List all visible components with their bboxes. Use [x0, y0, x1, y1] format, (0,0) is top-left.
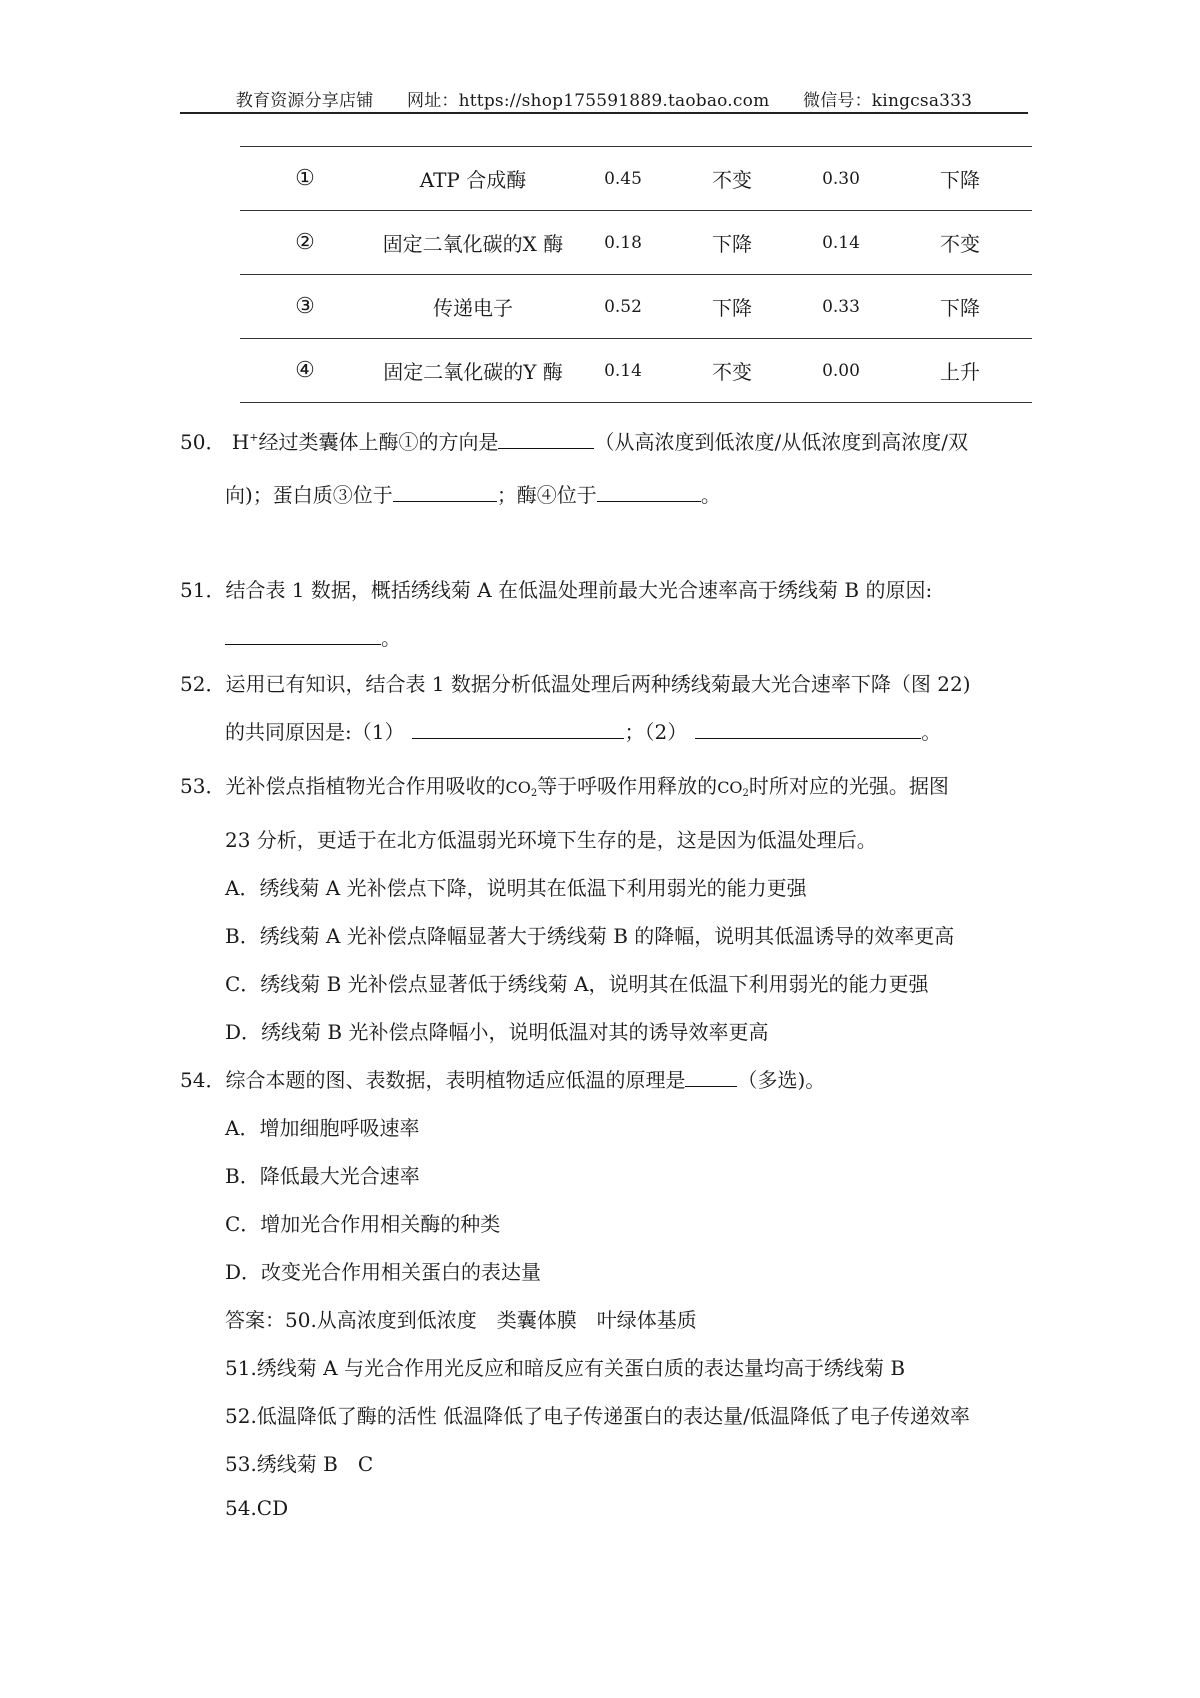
answer-blank[interactable]: [695, 718, 921, 739]
co2-formula: CO: [717, 778, 743, 797]
protein-name: ATP 合成酶: [370, 147, 576, 211]
option-b[interactable]: B．绣线菊 A 光补偿点降幅显著大于绣线菊 B 的降幅，说明其低温诱导的效率更高: [225, 924, 955, 948]
value-a: 0.18: [576, 211, 670, 275]
h-ion-charge: +: [249, 431, 259, 444]
answer-blank[interactable]: [685, 1066, 737, 1087]
answer-blank[interactable]: [393, 481, 497, 502]
question-51-line-1: [180, 574, 932, 603]
question-text: 综合本题的图、表数据，表明植物适应低温的原理是: [225, 1068, 686, 1092]
answer-50: 答案：50.从高浓度到低浓度 类囊体膜 叶绿体基质: [225, 1308, 697, 1332]
co2-subscript: 2: [742, 788, 749, 799]
question-text: 。: [700, 483, 721, 507]
answer-52: 52.低温降低了酶的活性 低温降低了电子传递蛋白的表达量/低温降低了电子传递效率: [225, 1404, 970, 1428]
question-text: 时所对应的光强。据图: [748, 774, 949, 798]
question-number: 51．: [180, 578, 226, 602]
question-number: 52．: [180, 672, 226, 696]
enzyme-table: [240, 146, 1032, 403]
answer-blank[interactable]: [412, 718, 624, 739]
row-number: ④: [240, 339, 370, 403]
answer-blank[interactable]: [498, 428, 594, 449]
trend-b: 下降: [888, 275, 1032, 339]
protein-name: 固定二氧化碳的Y 酶: [370, 339, 576, 403]
question-text: 23 分析，更适于在北方低温弱光环境下生存的是，这是因为低温处理后。: [225, 828, 877, 852]
question-text: 光补偿点指植物光合作用吸收的: [225, 774, 506, 798]
co2-formula: CO: [505, 778, 531, 797]
question-number: 53．: [180, 774, 226, 798]
table-row: [240, 275, 1032, 339]
option-a[interactable]: A．增加细胞呼吸速率: [225, 1116, 420, 1140]
question-text: 结合表 1 数据，概括绣线菊 A 在低温处理前最大光合速率高于绣线菊 B 的原因:: [225, 578, 933, 602]
value-b: 0.30: [794, 147, 888, 211]
question-51-line-2: [225, 622, 401, 651]
question-53-line-2: [225, 824, 877, 853]
protein-name: 传递电子: [370, 275, 576, 339]
row-number: ①: [240, 147, 370, 211]
question-52-line-1: [180, 668, 971, 697]
value-a: 0.52: [576, 275, 670, 339]
value-b: 0.33: [794, 275, 888, 339]
trend-a: 不变: [670, 339, 794, 403]
header-wechat: 微信号：kingcsa333: [803, 91, 973, 111]
value-b: 0.00: [794, 339, 888, 403]
protein-name: 固定二氧化碳的X 酶: [370, 211, 576, 275]
option-c[interactable]: C．绣线菊 B 光补偿点显著低于绣线菊 A，说明其在低温下利用弱光的能力更强: [225, 972, 929, 996]
question-text: 的共同原因是:（1）: [225, 720, 405, 744]
trend-b: 下降: [888, 147, 1032, 211]
question-text: 。: [921, 720, 942, 744]
header-shop: 教育资源分享店铺: [235, 91, 374, 111]
answer-blank[interactable]: [597, 481, 701, 502]
co2-subscript: 2: [530, 788, 538, 799]
question-text: 运用已有知识，结合表 1 数据分析低温处理后两种绣线菊最大光合速率下降（图 22): [225, 672, 971, 696]
question-text: ；酶④位于: [496, 483, 597, 507]
question-54-line-1: [180, 1064, 825, 1093]
option-b[interactable]: B．降低最大光合速率: [225, 1164, 420, 1188]
question-number: 50．: [180, 430, 226, 454]
question-number: 54．: [180, 1068, 226, 1092]
answer-53: 53.绣线菊 B C: [225, 1452, 374, 1476]
question-text: 。: [381, 626, 401, 650]
trend-a: 下降: [670, 275, 794, 339]
option-d[interactable]: D．改变光合作用相关蛋白的表达量: [225, 1260, 542, 1284]
trend-b: 上升: [888, 339, 1032, 403]
value-a: 0.14: [576, 339, 670, 403]
option-a[interactable]: A．绣线菊 A 光补偿点下降，说明其在低温下利用弱光的能力更强: [225, 876, 807, 900]
option-d[interactable]: D．绣线菊 B 光补偿点降幅小，说明低温对其的诱导效率更高: [225, 1020, 769, 1044]
trend-a: 不变: [670, 147, 794, 211]
trend-a: 下降: [670, 211, 794, 275]
row-number: ③: [240, 275, 370, 339]
h-ion: H: [231, 430, 250, 454]
question-53-line-1: [180, 770, 949, 799]
question-50-line-1: [180, 426, 968, 455]
question-text: 经过类囊体上酶①的方向是: [258, 430, 499, 454]
question-text: 等于呼吸作用释放的: [537, 774, 718, 798]
table-row: [240, 211, 1032, 275]
table-row: [240, 147, 1032, 211]
value-a: 0.45: [576, 147, 670, 211]
question-text: （从高浓度到低浓度/从低浓度到高浓度/双: [594, 430, 968, 454]
option-c[interactable]: C．增加光合作用相关酶的种类: [225, 1212, 501, 1236]
header-url[interactable]: 网址：https://shop175591889.taobao.com: [407, 91, 770, 111]
question-52-line-2: [225, 716, 941, 745]
question-50-line-2: [225, 479, 721, 508]
question-text: （多选)。: [737, 1068, 826, 1092]
value-b: 0.14: [794, 211, 888, 275]
trend-b: 不变: [888, 211, 1032, 275]
page-header: [180, 86, 1028, 111]
question-text: 向)；蛋白质③位于: [225, 483, 393, 507]
table-row: [240, 339, 1032, 403]
header-divider: [180, 112, 1028, 114]
answer-blank[interactable]: [225, 624, 381, 645]
question-text: ；（2）: [624, 720, 688, 744]
row-number: ②: [240, 211, 370, 275]
answer-51: 51.绣线菊 A 与光合作用光反应和暗反应有关蛋白质的表达量均高于绣线菊 B: [225, 1356, 906, 1380]
answer-54: 54.CD: [225, 1496, 289, 1520]
